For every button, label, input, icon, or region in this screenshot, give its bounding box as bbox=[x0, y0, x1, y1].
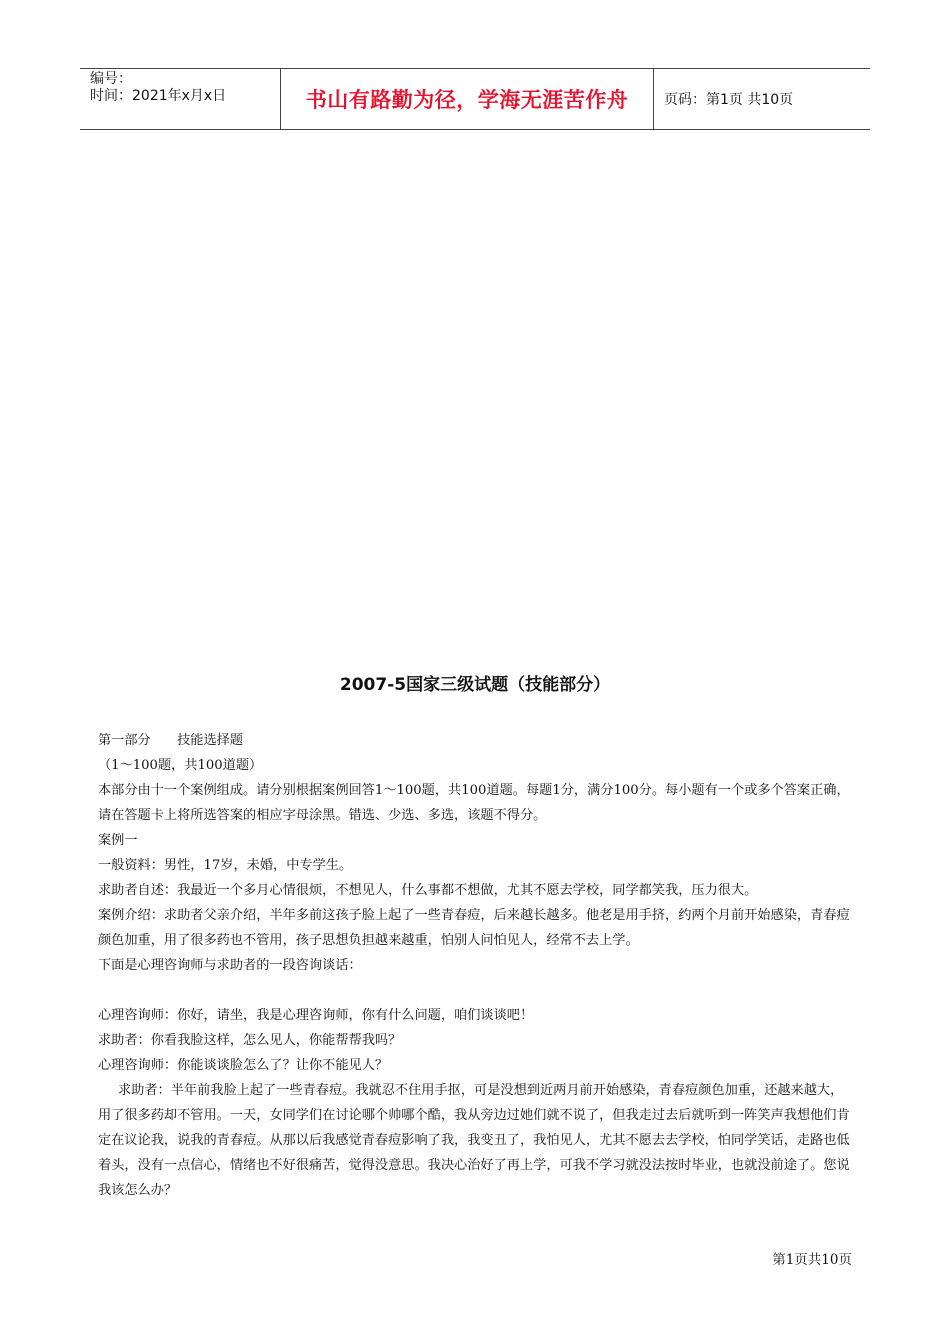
page-header bbox=[80, 68, 870, 130]
document-time-label: 时间：2021年x月x日 bbox=[90, 88, 227, 104]
document-title: 2007-5国家三级试题（技能部分） bbox=[339, 675, 611, 695]
blank-line bbox=[98, 978, 856, 1003]
document-body bbox=[98, 728, 856, 1203]
case-title: 案例一 bbox=[98, 833, 138, 848]
header-meta bbox=[80, 69, 281, 129]
instructions-paragraph: 本部分由十一个案例组成。请分别根据案例回答1～100题，共100道题。每题1分，满分100分。每小题有一个或多个答案正确，请在答题卡上将所选答案的相应字母涂黑。错选、少选、多选，该题不得分。 bbox=[98, 783, 850, 823]
dialogue-line: 心理咨询师：你好，请坐，我是心理咨询师，你有什么问题，咱们谈谈吧！ bbox=[98, 1008, 534, 1023]
dialogue-line: 心理咨询师：你能谈谈脸怎么了？让你不能见人？ bbox=[98, 1058, 389, 1073]
page-footer: 第1页共10页 bbox=[772, 1252, 852, 1268]
client-answer-paragraph: 求助者：半年前我脸上起了一些青春痘。我就忍不住用手抠，可是没想到近两月前开始感染，青春痘颜色加重，还越来越大，用了很多药却不管用。一天，女同学们在讨论哪个帅哪个酷，我从旁边过她们就不说了，但我走过去后就听到一阵笑声我想他们肯定在议论我，说我的青春痘。从那以后我感觉青春痘影响了我，我变丑了，我怕见人，尤其不愿去去学校，怕同学笑话，走路也低着头，没有一点信心，情绪也不好很痛苦，觉得没意思。我决心治好了再上学，可我不学习就没法按时毕业，也就没前途了。您说我该怎么办？ bbox=[98, 1083, 850, 1198]
dialogue-intro: 下面是心理咨询师与求助者的一段咨询谈话： bbox=[98, 958, 362, 973]
part-heading: 第一部分 技能选择题 bbox=[98, 733, 244, 748]
self-statement: 求助者自述：我最近一个多月心情很烦，不想见人，什么事都不想做，尤其不愿去学校，同学都笑我，压力很大。 bbox=[98, 883, 758, 898]
question-range: （1～100题，共100道题） bbox=[98, 758, 263, 773]
header-page-info: 页码：第1页 共10页 bbox=[664, 92, 794, 108]
case-introduction: 案例介绍：求助者父亲介绍，半年多前这孩子脸上起了一些青春痘，后来越长越多。他老是用手挤，约两个月前开始感染，青春痘颜色加重，用了很多药也不管用，孩子思想负担越来越重，怕别人问怕见人，经常不去上学。 bbox=[98, 908, 850, 948]
general-info: 一般资料：男性，17岁，未婚，中专学生。 bbox=[98, 858, 353, 873]
document-number-label: 编号： bbox=[90, 71, 132, 87]
header-motto: 书山有路勤为径，学海无涯苦作舟 bbox=[281, 69, 654, 129]
dialogue-line: 求助者：你看我脸这样，怎么见人，你能帮帮我吗？ bbox=[98, 1033, 402, 1048]
